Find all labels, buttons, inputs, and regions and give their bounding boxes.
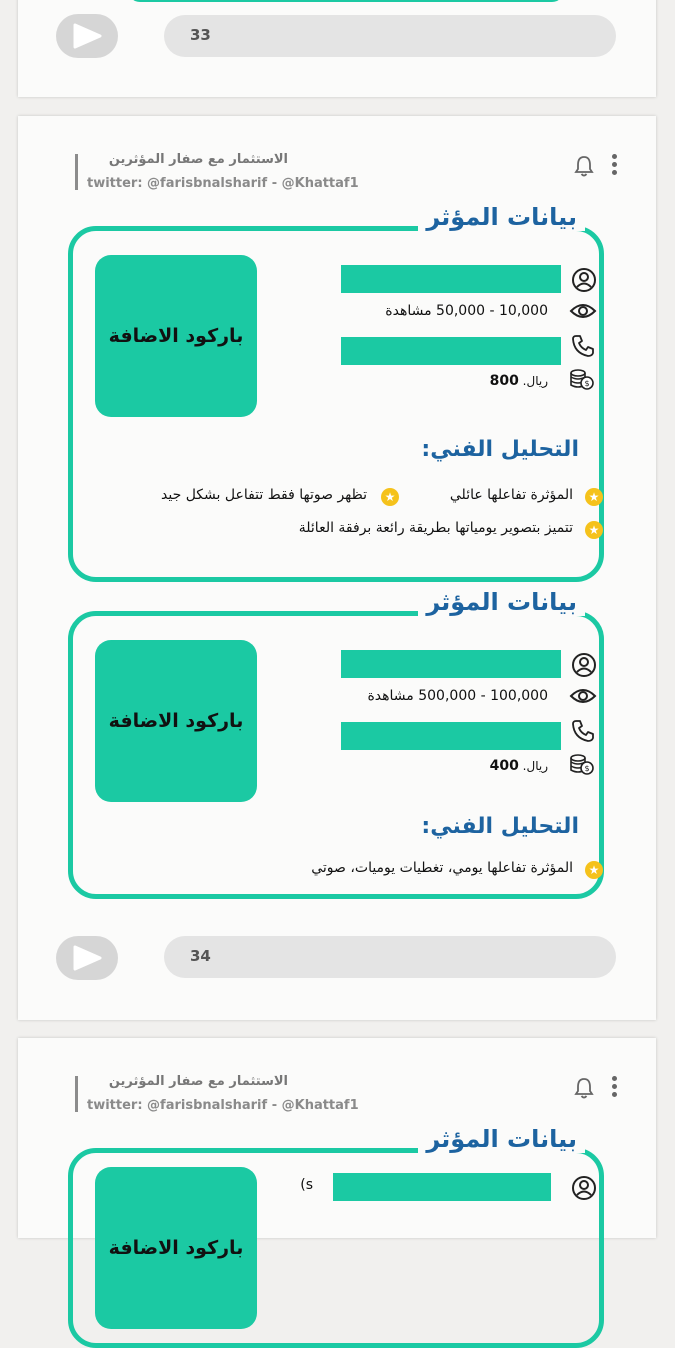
play-icon <box>70 944 104 972</box>
play-icon <box>70 22 104 50</box>
svg-text:$: $ <box>584 764 590 773</box>
bell-button[interactable] <box>573 154 595 182</box>
play-button[interactable] <box>56 14 118 58</box>
money-icon <box>569 367 595 391</box>
analysis-point-2: تظهر صوتها فقط تتفاعل بشكل جيد <box>161 487 367 503</box>
views-range: 10,000 - 50,000 مشاهدة <box>385 303 548 319</box>
page-number-pill <box>164 936 616 978</box>
phone-icon <box>571 334 595 358</box>
svg-text:$: $ <box>584 379 590 388</box>
user-icon <box>571 1175 597 1201</box>
analysis-title: التحليل الفني: <box>421 814 579 839</box>
section-frame-bottom <box>128 0 564 2</box>
partial-name-text: s) <box>300 1177 313 1193</box>
influencer-section-1 <box>68 203 604 582</box>
section-title: بيانات المؤثر <box>418 203 585 231</box>
header-divider <box>75 1076 78 1112</box>
name-redacted-bar <box>341 265 561 293</box>
analysis-point-1: المؤثرة تفاعلها عائلي <box>449 487 573 503</box>
bell-icon <box>573 1076 595 1100</box>
price: ريال. 400 <box>489 758 548 774</box>
post-card-34 <box>18 116 656 1020</box>
section-title: بيانات المؤثر <box>418 1125 585 1153</box>
kebab-menu-icon[interactable] <box>610 1076 618 1100</box>
analysis-point-1: المؤثرة تفاعلها يومي، تغطيات يوميات، صوتي <box>311 860 573 876</box>
barcode-placeholder: باركود الاضافة <box>95 640 257 802</box>
kebab-menu-icon[interactable] <box>610 154 618 178</box>
price: ريال. 800 <box>489 373 548 389</box>
star-icon: ★ <box>585 488 603 506</box>
header-title: الاستثمار مع صفار المؤثرين <box>108 1074 288 1089</box>
phone-redacted-bar <box>341 722 561 750</box>
star-icon: ★ <box>585 521 603 539</box>
star-icon: ★ <box>381 488 399 506</box>
analysis-title: التحليل الفني: <box>421 437 579 462</box>
header-divider <box>75 154 78 190</box>
phone-icon <box>571 719 595 743</box>
star-icon: ★ <box>585 861 603 879</box>
barcode-placeholder: باركود الاضافة <box>95 255 257 417</box>
post-card-33 <box>18 0 656 97</box>
influencer-section-2 <box>68 588 604 899</box>
money-icon <box>569 752 595 776</box>
name-redacted-bar <box>333 1173 551 1201</box>
barcode-placeholder: باركود الاضافة <box>95 1167 257 1329</box>
eye-icon <box>569 301 597 321</box>
phone-redacted-bar <box>341 337 561 365</box>
views-range: 100,000 - 500,000 مشاهدة <box>367 688 548 704</box>
page-number: 34 <box>190 947 211 965</box>
twitter-handles: twitter: @farisbnalsharif - @Khattaf1 <box>87 176 359 191</box>
eye-icon <box>569 686 597 706</box>
twitter-handles: twitter: @farisbnalsharif - @Khattaf1 <box>87 1098 359 1113</box>
bell-button[interactable] <box>573 1076 595 1104</box>
post-card-35 <box>18 1038 656 1259</box>
influencer-section-3 <box>68 1125 604 1348</box>
section-title: بيانات المؤثر <box>418 588 585 616</box>
bell-icon <box>573 154 595 178</box>
page-number: 33 <box>190 26 211 44</box>
header-title: الاستثمار مع صفار المؤثرين <box>108 152 288 167</box>
name-redacted-bar <box>341 650 561 678</box>
user-icon <box>571 652 597 678</box>
play-button[interactable] <box>56 936 118 980</box>
page-number-pill <box>164 15 616 57</box>
analysis-point-3: تتميز بتصوير يومياتها بطريقة رائعة برفقة العائلة <box>298 520 573 536</box>
user-icon <box>571 267 597 293</box>
